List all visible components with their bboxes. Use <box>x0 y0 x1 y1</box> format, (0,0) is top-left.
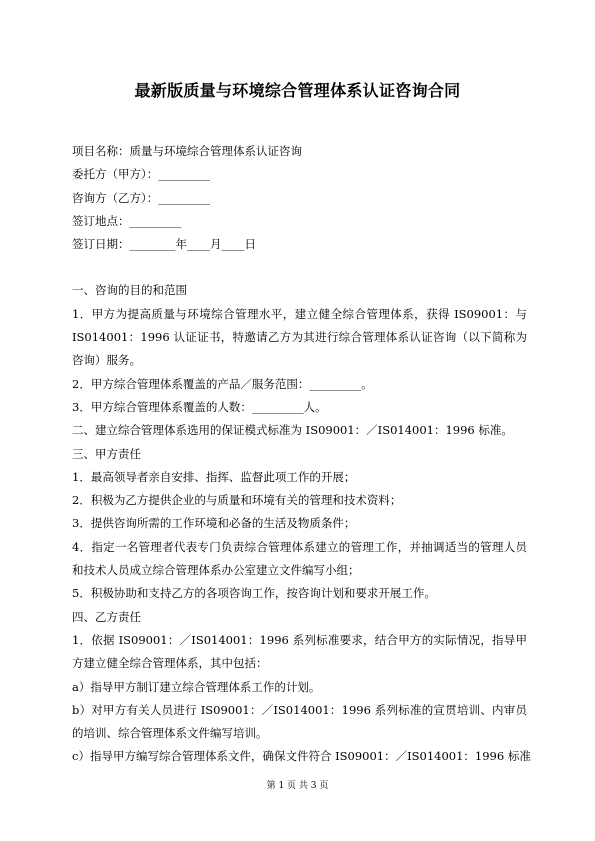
paragraph: 2．甲方综合管理体系覆盖的产品／服务范围：_________。 <box>72 376 373 391</box>
paragraph: 3．甲方综合管理体系覆盖的人数：_________人。 <box>72 399 327 414</box>
paragraph: a）指导甲方制订建立综合管理体系工作的计划。 <box>72 679 321 694</box>
field-sign-place: 签订地点：_________ <box>72 213 182 228</box>
paragraph: 2．积极为乙方提供企业的与质量和环境有关的管理和技术资料； <box>72 493 402 508</box>
section-heading: 二、建立综合管理体系选用的保证模式标准为 IS09001：／IS014001：1996 标准。 <box>72 423 513 438</box>
section-heading: 一、咨询的目的和范围 <box>72 283 187 298</box>
paragraph: 1．甲方为提高质量与环境综合管理水平，建立健全综合管理体系，获得 IS09001：与 IS014001：1996 认证证书，特邀请乙方为其进行综合管理体系认证咨询（以下简称为咨询）服务。 <box>72 306 527 368</box>
paragraph: 5．积极协助和支持乙方的各项咨询工作，按咨询计划和要求开展工作。 <box>72 586 436 601</box>
section-heading: 三、甲方责任 <box>72 446 141 461</box>
paragraph: 1．最高领导者亲自安排、指挥、监督此项工作的开展； <box>72 469 356 484</box>
field-sign-date: 签订日期：________年____月____日 <box>72 237 256 252</box>
field-consultant: 咨询方（乙方）：_________ <box>72 190 210 205</box>
paragraph: 1．依据 IS09001：／IS014001：1996 系列标准要求，结合甲方的实际情况，指导甲方建立健全综合管理体系，其中包括： <box>72 632 527 671</box>
field-client: 委托方（甲方）：_________ <box>72 167 210 182</box>
paragraph: c）指导甲方编写综合管理体系文件，确保文件符合 IS09001：／IS014001：1996 标准 <box>72 749 531 764</box>
page-number-footer: 第 1 页 共 3 页 <box>266 781 329 791</box>
document-title: 最新版质量与环境综合管理体系认证咨询合同 <box>134 81 461 100</box>
document-body <box>72 140 531 769</box>
section-heading: 四、乙方责任 <box>72 609 141 624</box>
paragraph: 3．提供咨询所需的工作环境和必备的生活及物质条件； <box>72 516 356 531</box>
paragraph: 4．指定一名管理者代表专门负责综合管理体系建立的管理工作，并抽调适当的管理人员和技术人员成立综合管理体系办公室建立文件编写小组； <box>72 539 527 578</box>
spacer <box>72 256 527 279</box>
field-project-name: 项目名称：质量与环境综合管理体系认证咨询 <box>72 144 302 158</box>
paragraph: b）对甲方有关人员进行 IS09001：／IS014001：1996 系列标准的宣贯培训、内审员的培训、综合管理体系文件编写培训。 <box>72 702 527 741</box>
